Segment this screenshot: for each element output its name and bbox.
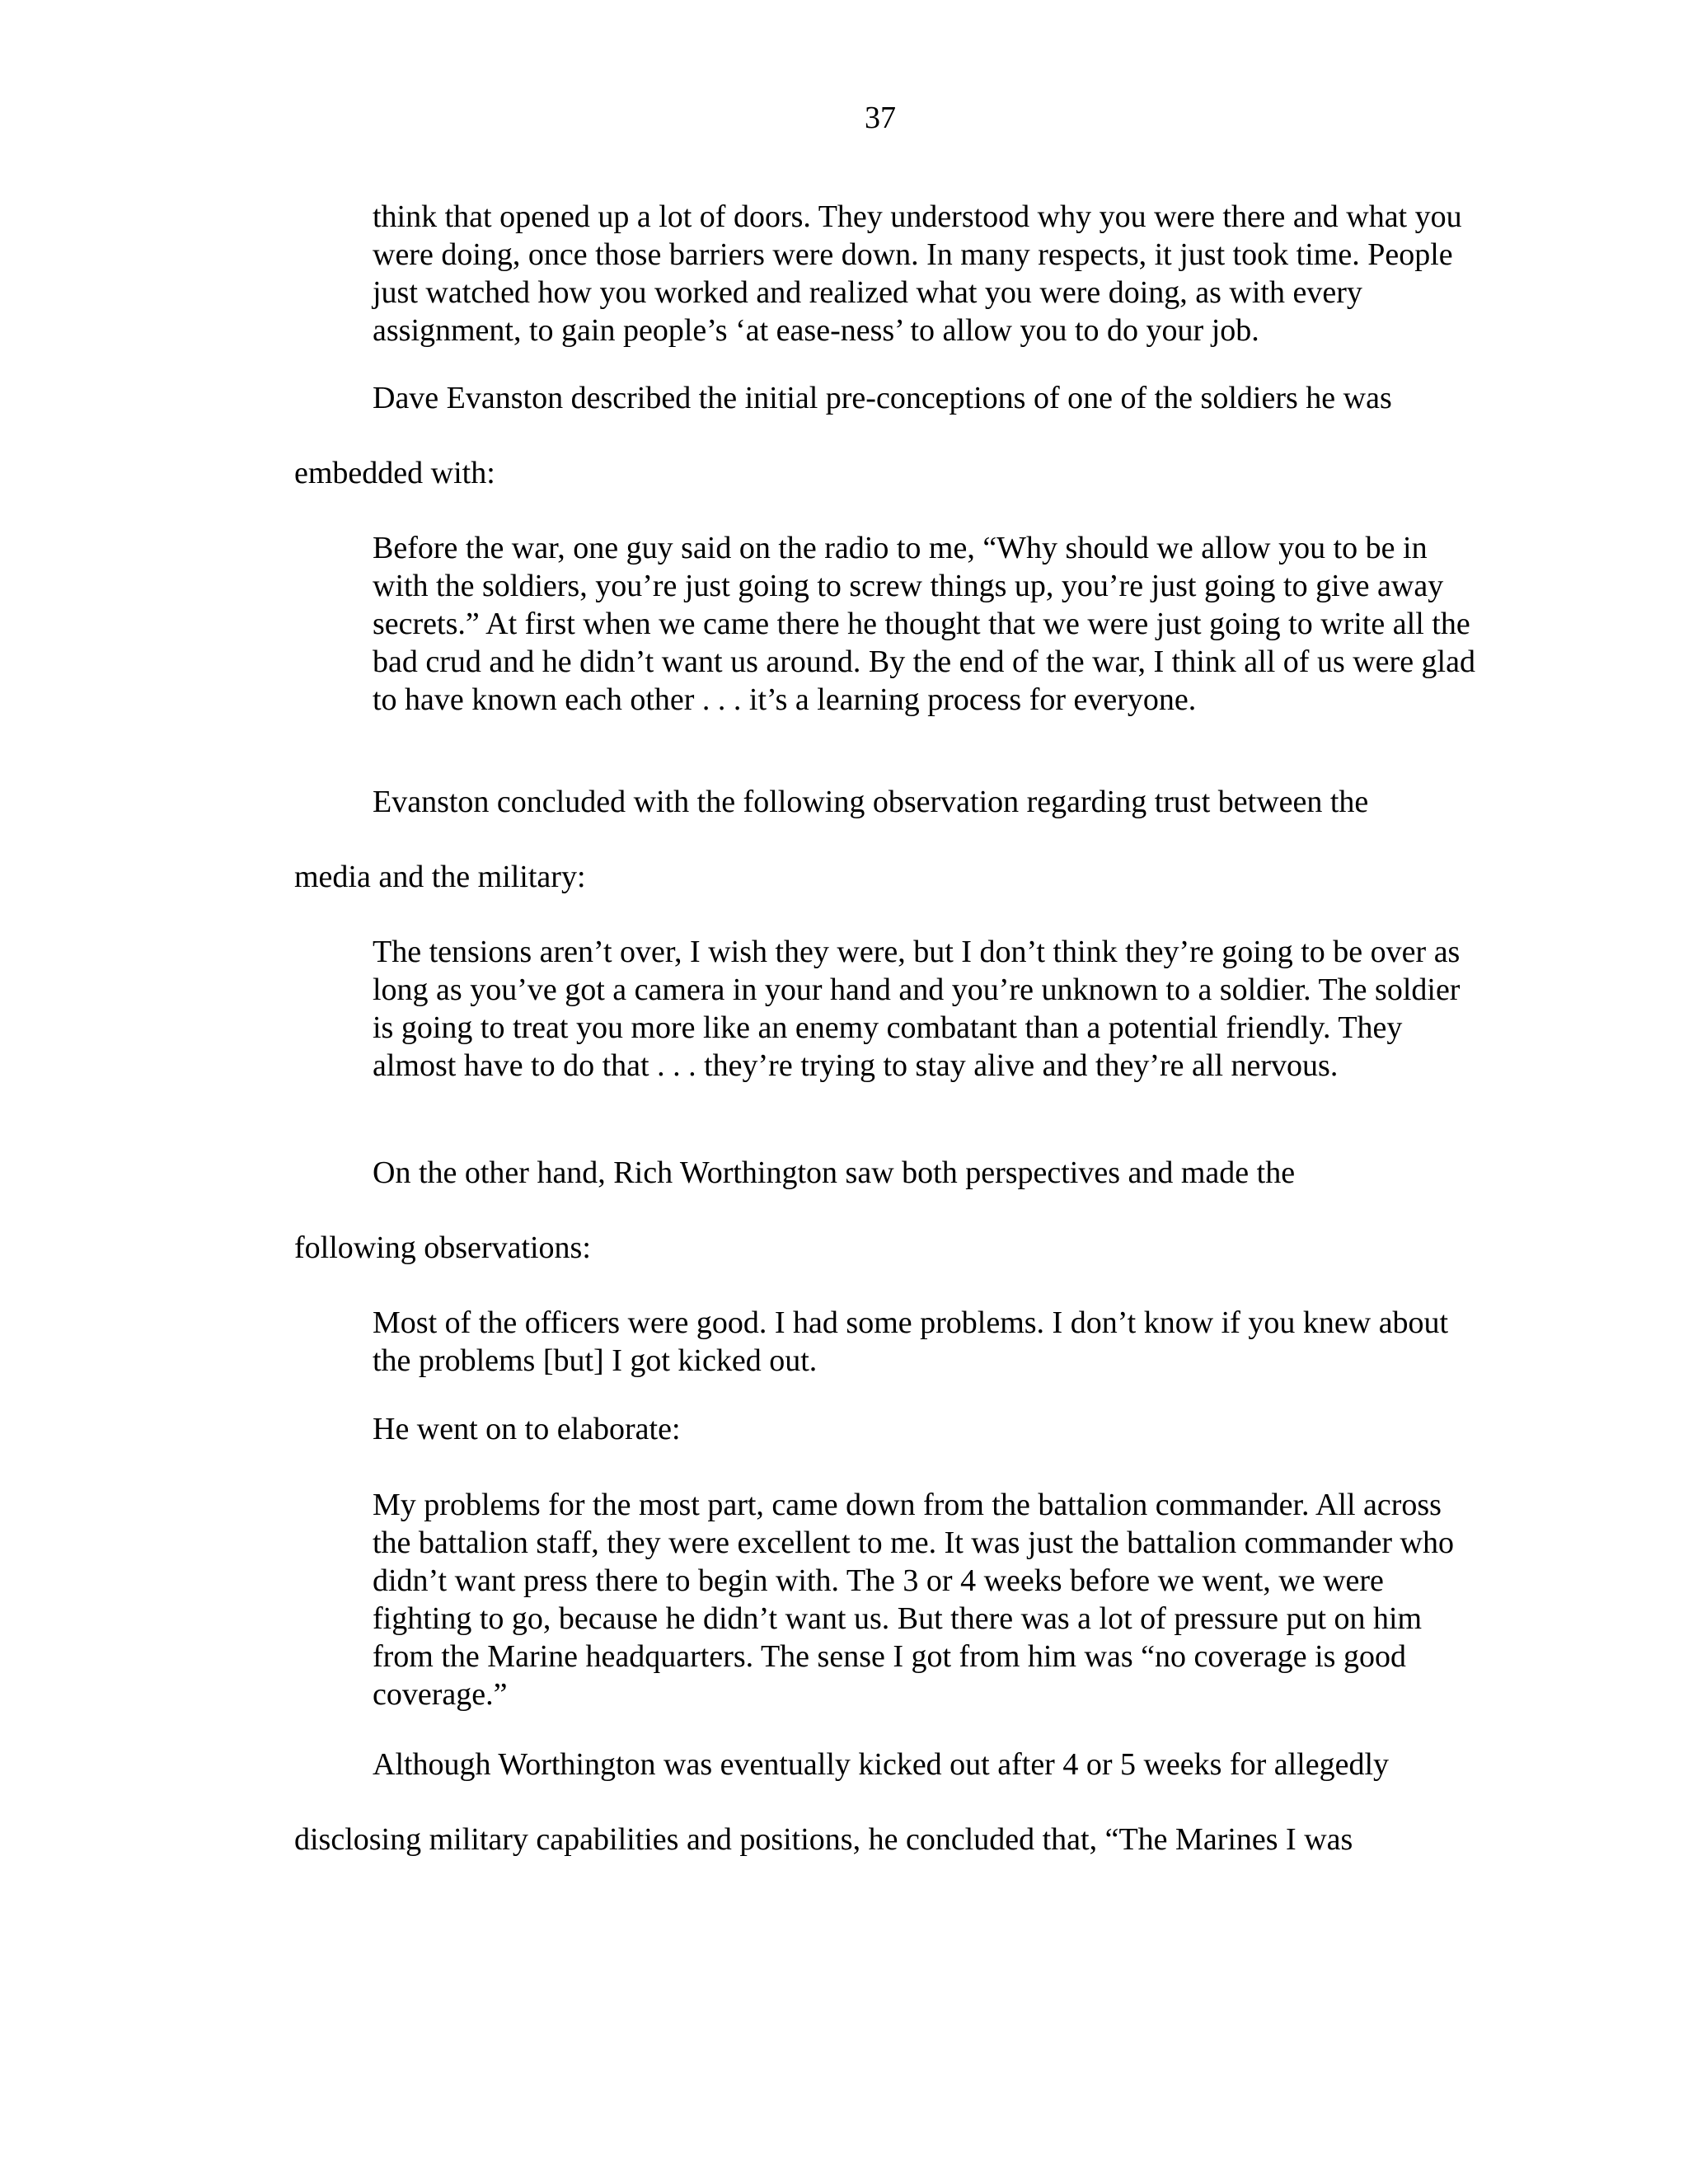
paragraph-worthington-kicked-out-line-1: Although Worthington was eventually kicked out after 4 or 5 weeks for allegedly (373, 1747, 1390, 1782)
block-quote-officers: Most of the officers were good. I had some problems. I don’t know if you knew about the problems [but] I got kicked out. (373, 1305, 1449, 1378)
paragraph-evanston-intro-line-2: embedded with: (294, 456, 495, 490)
paragraph-evanston-trust-line-1: Evanston concluded with the following observation regarding trust between the (373, 785, 1369, 819)
block-quote-opening: think that opened up a lot of doors. They understood why you were there and what you were doing, once those barriers were down. In many respects, it just took time. People just watched how you worked and realized what you were doing, as with every assignment, to gain people’s ‘at ease-ness’ to allow you to do your job. (373, 199, 1462, 348)
block-quote-tensions: The tensions aren’t over, I wish they were, but I don’t think they’re going to be over as long as you’ve got a camera in your hand and you’re unknown to a soldier. The soldier is going to treat you more like an enemy combatant than a potential friendly. They almost have to do that . . . they’re trying to stay alive and they’re all nervous. (373, 935, 1461, 1083)
block-quote-radio: Before the war, one guy said on the radio to me, “Why should we allow you to be in with the soldiers, you’re just going to screw things up, you’re just going to give away secrets.” At first when we came there he thought that we were just going to write all the bad crud and he didn’t want us around. By the end of the war, I think all of us were glad to have known each other . . . it’s a learning process for everyone. (373, 531, 1475, 717)
block-quote-battalion: My problems for the most part, came down from the battalion commander. All across the battalion staff, they were excellent to me. It was just the battalion commander who didn’t want press there to begin with. The 3 or 4 weeks before we went, we were fighting to go, because he didn’t want us. But there was a lot of pressure put on him from the Marine headquarters. The sense I got from him was “no coverage is good coverage.” (373, 1488, 1455, 1712)
paragraph-worthington-intro-line-1: On the other hand, Rich Worthington saw both perspectives and made the (373, 1155, 1296, 1190)
paragraph-worthington-intro-line-2: following observations: (294, 1230, 591, 1265)
paragraph-evanston-trust-line-2: media and the military: (294, 860, 586, 894)
paragraph-evanston-intro-line-1: Dave Evanston described the initial pre-conceptions of one of the soldiers he was (373, 381, 1392, 415)
block-quote-elaborate: He went on to elaborate: (373, 1412, 681, 1446)
paragraph-worthington-kicked-out-line-2: disclosing military capabilities and positions, he concluded that, “The Marines I was (294, 1822, 1353, 1857)
page-number: 37 (865, 101, 896, 135)
